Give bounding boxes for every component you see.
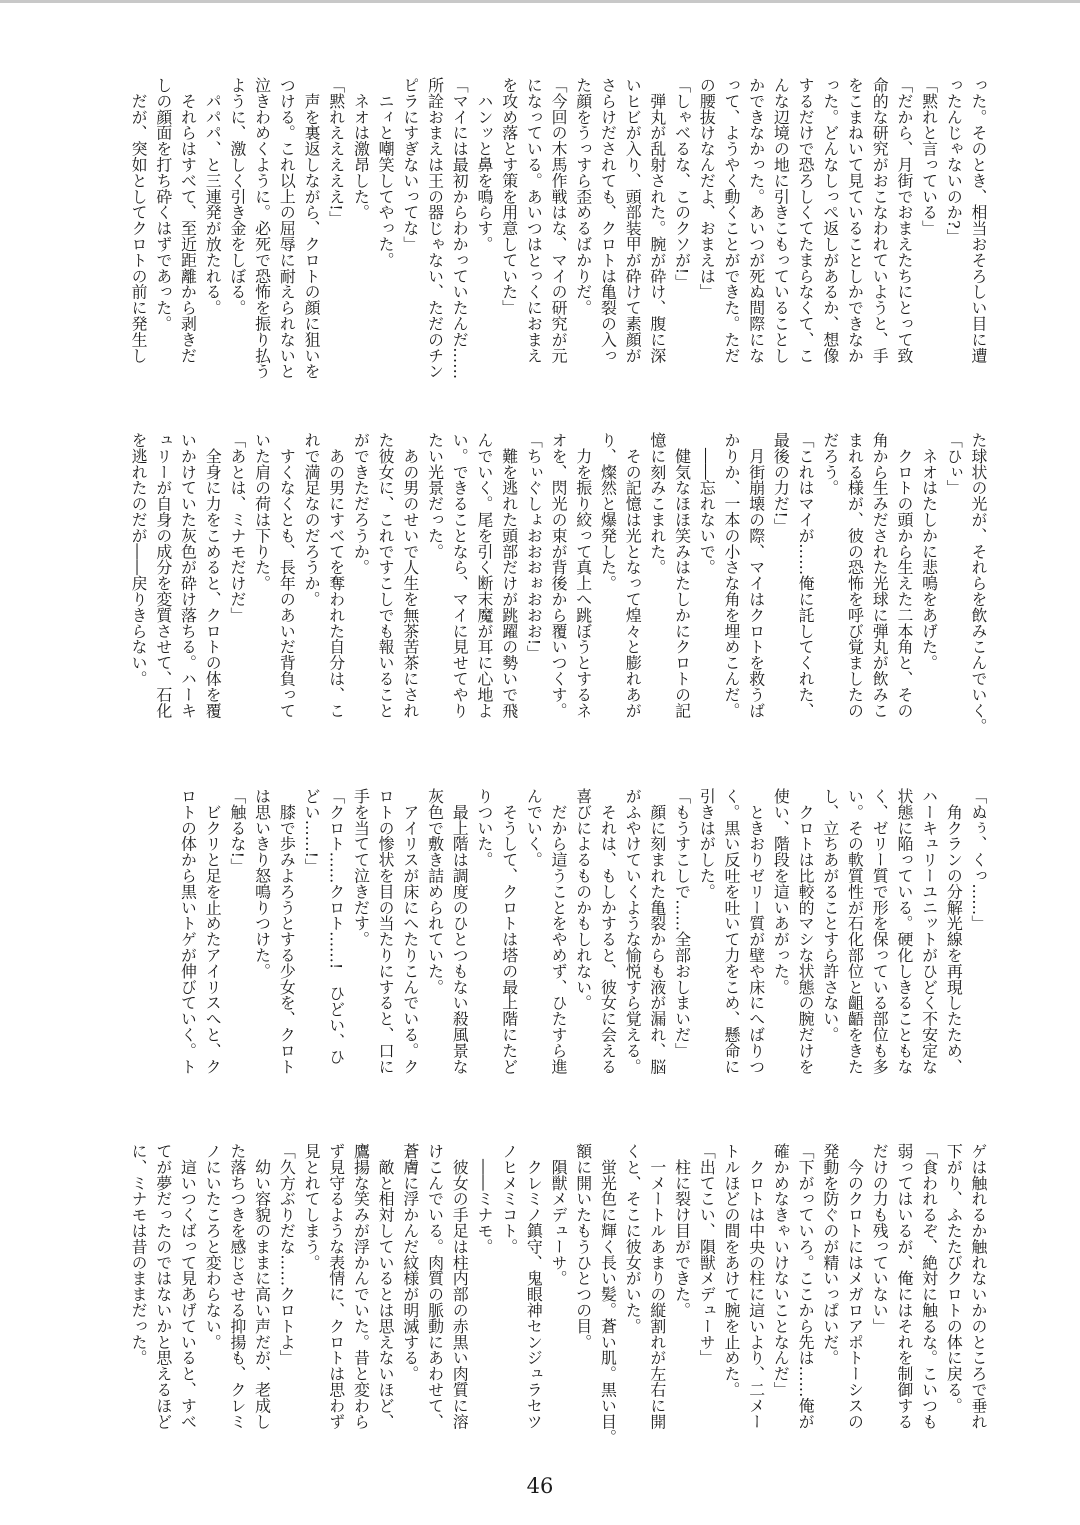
text-column: 見とれてしまう。 xyxy=(302,1143,322,1271)
text-column: トルほどの間をあけて腕を止めた。 xyxy=(721,1143,741,1398)
text-column: 力を振り絞って真上へ跳ぼうとするネ xyxy=(573,432,593,719)
text-column: 「もうすこしで……全部おしまいだ」 xyxy=(672,788,692,1059)
text-column: 幼い容貌のままに高い声だが、老成し xyxy=(252,1143,272,1430)
text-column: は思いきり怒鳴りつけた。 xyxy=(252,788,272,979)
text-column: れで満足なのだろうか。 xyxy=(302,432,322,607)
text-column: 鷹揚な笑みが浮かんでいた。昔と変わら xyxy=(351,1143,371,1430)
text-column: いかけていた灰色が砕け落ちる。ハーキ xyxy=(178,432,198,719)
text-column: 「これはマイが……俺に託してくれた、 xyxy=(796,432,816,719)
text-column: クロトの頭から生えた二本角と、その xyxy=(894,432,914,719)
text-column: 手を当てて泣きだす。 xyxy=(351,788,371,947)
text-column: 「しゃべるな、このクソが!」 xyxy=(672,77,692,291)
page-number: 46 xyxy=(526,1474,554,1498)
text-column: し、立ちあがることすら許さない。 xyxy=(820,788,840,1043)
text-column: 這いつくばって見あげていると、すべ xyxy=(178,1143,198,1430)
text-column: った。どんなしっぺ返しがあるか、想像 xyxy=(820,77,840,364)
text-column: た球状の光が、それらを飲みこんでいく。 xyxy=(969,432,988,735)
text-column: たい光景だった。 xyxy=(425,432,445,560)
text-column: ――ミナモ。 xyxy=(474,1143,494,1255)
text-column: 「久方ぶりだな……クロトよ」 xyxy=(277,1143,297,1366)
text-column: するだけで恐ろしくてたまらなくて、こ xyxy=(796,77,816,364)
text-tier-3 xyxy=(124,788,990,1090)
text-column: た顔をうっすら歪めるばかりだ。 xyxy=(573,77,593,316)
text-column: を逃れたのだが――戻りきらない。 xyxy=(129,432,149,687)
text-column: 確かめなきゃいけないことなんだ」 xyxy=(771,1143,791,1398)
text-column: それらはすべて、至近距離から剥きだ xyxy=(178,77,198,364)
text-column: 最上階は調度のひとつもない殺風景な xyxy=(450,788,470,1075)
text-column: 憶に刻みこまれた。 xyxy=(647,432,667,576)
text-column: 「今回の木馬作戦はな、マイの研究が元 xyxy=(549,77,569,364)
text-column: クロトは比較的マシな状態の腕だけを xyxy=(796,788,816,1075)
text-column: あの男にすべてを奪われた自分は、こ xyxy=(326,432,346,719)
text-column: ロトの体から黒いトゲが伸びていく。ト xyxy=(178,788,198,1075)
text-column: 喜びによるものかもしれない。 xyxy=(573,788,593,1011)
text-column: 「ぬぅ、くっ……」 xyxy=(969,788,988,932)
text-column: い。できることなら、マイに見せてやり xyxy=(450,432,470,719)
text-column: しの顔面を打ち砕くはずであった。 xyxy=(153,77,173,332)
text-column: ように、激しく引き金をしぼる。 xyxy=(227,77,247,316)
text-column: 柱に裂け目ができた。 xyxy=(672,1143,692,1318)
text-column: 弾丸が乱射された。腕が砕け、腹に深 xyxy=(647,77,667,364)
text-column: 下がり、ふたたびクロトの体に戻る。 xyxy=(944,1143,964,1414)
text-column: あの男のせいで人生を無茶苦茶にされ xyxy=(400,432,420,719)
text-column: い。その軟質性が石化部位と齟齬をきた xyxy=(845,788,865,1075)
text-column: りついた。 xyxy=(474,788,494,868)
text-column: ハンッと鼻を鳴らす。 xyxy=(474,77,494,252)
text-column: 角から生みだされた光球に弾丸が飲みこ xyxy=(870,432,890,719)
text-column: 「マイには最初からわかっていたんだ…… xyxy=(450,77,470,380)
text-column: り、燦然と爆発した。 xyxy=(598,432,618,591)
text-column: 膝で歩みよろうとする少女を、クロト xyxy=(277,788,297,1075)
text-column: 命的な研究がおこなわれていようと、手 xyxy=(870,77,890,364)
text-column: の腰抜けなんだよ、おまえは」 xyxy=(697,77,717,300)
text-column: 声を裏返しながら、クロトの顔に狙いを xyxy=(302,77,322,380)
text-column: かりか、一本の小さな角を埋めこんだ。 xyxy=(721,432,741,719)
text-column: その記憶は光となって煌々と膨れあが xyxy=(623,432,643,719)
text-column: を攻め落とす策を用意していた」 xyxy=(499,77,519,316)
text-column: んな辺境の地に引きこもっていることし xyxy=(771,77,791,364)
text-column: そうして、クロトは塔の最上階にたど xyxy=(499,788,519,1075)
text-column: 「下がっていろ。ここから先は……俺が xyxy=(796,1143,816,1430)
text-column: 所詮おまえは王の器じゃない、ただのチン xyxy=(425,77,445,380)
page-top-edge xyxy=(0,0,1080,3)
text-column: オを、閃光の束が背後から覆いつくす。 xyxy=(549,432,569,719)
text-tier-1 xyxy=(124,77,990,379)
text-column: 状態に陥っている。硬化しきることもな xyxy=(894,788,914,1075)
text-tier-2 xyxy=(124,432,990,734)
text-column: ゲは触れるか触れないかのところで垂れ xyxy=(969,1143,988,1430)
text-column: 隕獣メデューサ。 xyxy=(549,1143,569,1287)
text-column: ず見守るような表情に、クロトは思わず xyxy=(326,1143,346,1430)
text-column: んでいく。尾を引く断末魔が耳に心地よ xyxy=(474,432,494,719)
text-column: 「触るな!」 xyxy=(227,788,247,874)
text-column: 角クランの分解光線を再現したため、 xyxy=(944,788,964,1075)
text-column: ビクリと足を止めたアイリスへと、ク xyxy=(203,788,223,1075)
text-column: をこまねいて見ていることしかできなか xyxy=(845,77,865,364)
text-column: 「黙れと言っている」 xyxy=(919,77,939,236)
text-column: かできなかった。あいつが死ぬ間際にな xyxy=(746,77,766,364)
text-column: ピラにすぎないってな」 xyxy=(400,77,420,252)
text-column: た彼女に、これですこしでも報いること xyxy=(376,432,396,719)
text-column: 「ちぃぐしょおおおぉおおお!」 xyxy=(524,432,544,661)
text-column: 蛍光色に輝く長い髪。蒼い肌。黒い目。 xyxy=(598,1143,618,1446)
text-column: クレミノ鎮守、鬼眼神センジュラセツ xyxy=(524,1143,544,1430)
text-column: だが、突如としてクロトの前に発生し xyxy=(129,77,149,364)
text-column: ネオは激昂した。 xyxy=(351,77,371,221)
text-column: って、ようやく動くことができた。ただ xyxy=(721,77,741,364)
text-column: った。そのとき、相当おそろしい目に遭 xyxy=(969,77,988,364)
text-column: 「あとは、ミナモだけだ」 xyxy=(227,432,247,623)
text-column: になっている。あいつはとっくにおまえ xyxy=(524,77,544,364)
text-column: 「だから、月街でおまえたちにとって致 xyxy=(894,77,914,364)
text-column: ったんじゃないのか?」 xyxy=(944,77,964,245)
text-column: まれる様が、彼の恐怖を呼び覚ましたの xyxy=(845,432,865,719)
text-column: それは、もしかすると、彼女に会える xyxy=(598,788,618,1075)
text-column: パパパ、と三連発が放たれる。 xyxy=(203,77,223,316)
text-column: ハーキュリーユニットがひどく不安定な xyxy=(919,788,939,1075)
text-column: クロトは中央の柱に這いより、二メー xyxy=(746,1143,766,1430)
text-column: 引きはがした。 xyxy=(697,788,717,900)
text-column: ネオはたしかに悲鳴をあげた。 xyxy=(919,432,939,671)
text-column: けこんでいる。肉質の脈動にあわせて、 xyxy=(425,1143,445,1430)
text-column: 一メートルあまりの縦割れが左右に開 xyxy=(647,1143,667,1430)
text-column: どい……!」 xyxy=(302,788,322,874)
text-column: んでいく。 xyxy=(524,788,544,868)
text-column: 「出てこい、隕獣メデューサ」 xyxy=(697,1143,717,1366)
text-column: 使い、階段を這いあがった。 xyxy=(771,788,791,995)
text-column: だけの力も残っていない」 xyxy=(870,1143,890,1334)
text-column: 彼女の手足は柱内部の赤黒い肉質に溶 xyxy=(450,1143,470,1430)
text-column: 健気なほほ笑みはたしかにクロトの記 xyxy=(672,432,692,719)
text-column: 蒼膚に浮かんだ紋様が明滅する。 xyxy=(400,1143,420,1382)
text-column: いた肩の荷は下りた。 xyxy=(252,432,272,591)
text-column: いヒビが入り、頭部装甲が砕けて素顔が xyxy=(623,77,643,364)
text-column: 泣きわめくように。必死で恐怖を振り払う xyxy=(252,77,272,380)
text-column: 敵と相対しているとは思えないほど、 xyxy=(376,1143,396,1430)
text-column: 今のクロトにはメガロアポトーシスの xyxy=(845,1143,865,1430)
text-tier-4 xyxy=(124,1143,990,1445)
text-column: ときおりゼリー質が壁や床にへばりつ xyxy=(746,788,766,1075)
text-column: アイリスが床にへたりこんでいる。ク xyxy=(400,788,420,1075)
text-column: だから這うことをやめず、ひたすら進 xyxy=(549,788,569,1075)
text-column: 難を逃れた頭部だけが跳躍の勢いで飛 xyxy=(499,432,519,719)
text-column: た落ちつきを感じさせる抑揚も、クレミ xyxy=(227,1143,247,1430)
text-column: だろう。 xyxy=(820,432,840,496)
text-column: く、ゼリー質で形を保っている部位も多 xyxy=(870,788,890,1075)
text-column: すくなくとも、長年のあいだ背負って xyxy=(277,432,297,719)
text-column: 「食われるぞ、絶対に触るな。こいつも xyxy=(919,1143,939,1430)
text-column: ノにいたころと変わらない。 xyxy=(203,1143,223,1350)
text-column: ニィと嘲笑してやった。 xyxy=(376,77,396,268)
text-column: つける。これ以上の屈辱に耐えられないと xyxy=(277,77,297,380)
text-column: てが夢だったのではないかと思えるほど xyxy=(153,1143,173,1430)
text-column: 灰色で敷き詰められていた。 xyxy=(425,788,445,995)
text-column: 顔に刻まれた亀裂からも液が漏れ、脳 xyxy=(647,788,667,1075)
text-column: 「ひぃ」 xyxy=(944,432,964,496)
text-column: 最後の力だ!」 xyxy=(771,432,791,534)
text-column: さらけだされても、クロトは亀裂の入っ xyxy=(598,77,618,364)
text-column: 弱ってはいるが、俺にはそれを制御する xyxy=(894,1143,914,1430)
text-column: ができただろうか。 xyxy=(351,432,371,576)
text-column: 発動を防ぐのが精いっぱいだ。 xyxy=(820,1143,840,1366)
text-column: くと、そこに彼女がいた。 xyxy=(623,1143,643,1334)
text-column: ロトの惨状を目の当たりにすると、口に xyxy=(376,788,396,1075)
text-column: に、ミナモは昔のままだった。 xyxy=(129,1143,149,1366)
text-column: く。黒い反吐を吐いて力をこめ、懸命に xyxy=(721,788,741,1075)
text-column: ノヒメミコト。 xyxy=(499,1143,519,1255)
text-column: ュリーが自身の成分を変質させて、石化 xyxy=(153,432,173,719)
text-column: 全身に力をこめると、クロトの体を覆 xyxy=(203,432,223,719)
text-column: 「クロト……クロト……! ひどい、ひ xyxy=(326,788,346,1065)
text-column: がふやけていくような愉悦すら覚える。 xyxy=(623,788,643,1075)
text-column: 月街崩壊の際、マイはクロトを救うば xyxy=(746,432,766,719)
text-column: 額に開いたもうひとつの目。 xyxy=(573,1143,593,1350)
text-column: 「黙れえええええ!」 xyxy=(326,77,346,227)
text-column: ――忘れないで。 xyxy=(697,432,717,576)
